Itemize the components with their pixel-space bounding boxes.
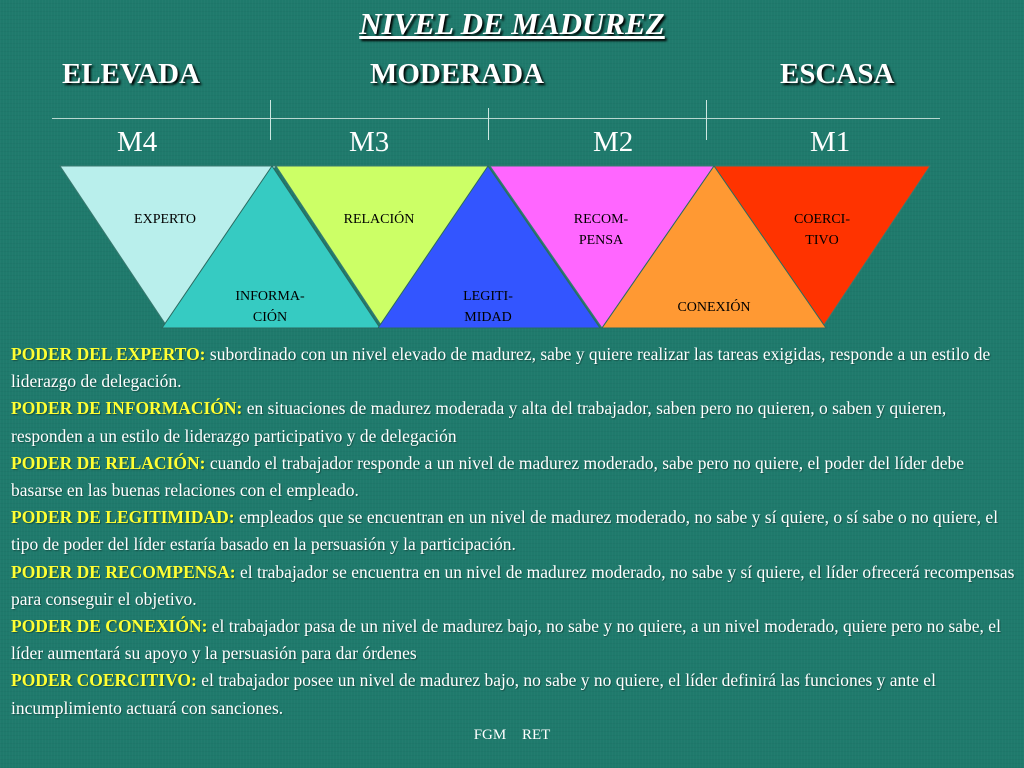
footer (0, 727, 1024, 744)
text-conexion: el trabajador pasa de un nivel de madurez bajo, no sabe y no quiere, a un nivel moderado, quiere pero no sabe, el líder aumentará su apoyo y la persuasión para dar órdenes (11, 616, 1001, 664)
label-legitimidad-1: LEGITI- (463, 289, 513, 304)
desc-informacion (11, 395, 1015, 449)
level-escasa: ESCASA (780, 58, 895, 90)
level-elevada: ELEVADA (62, 58, 201, 90)
label-experto: EXPERTO (134, 212, 196, 227)
label-relacion: RELACIÓN (343, 212, 415, 227)
power-descriptions (11, 341, 1015, 722)
label-informacion-2: CIÓN (252, 310, 288, 325)
desc-legitimidad (11, 504, 1015, 558)
maturity-m4: M4 (117, 126, 158, 158)
label-recompensa-1: RECOM- (573, 212, 629, 227)
desc-relacion (11, 450, 1015, 504)
desc-recompensa (11, 559, 1015, 613)
text-recompensa: el trabajador se encuentra en un nivel de madurez moderado, no sabe y sí quiere, el líder ofrecerá recompensas para conseguir el objetivo. (11, 561, 1015, 609)
label-informacion-1: INFORMA- (235, 289, 305, 304)
text-legitimidad: empleados que se encuentran en un nivel de madurez moderado, no sabe y sí quiere, o sí sabe o no quiere, el tipo de poder del líder estaría basado en la persuasión y la participación. (11, 507, 999, 555)
term-relacion: PODER DE RELACIÓN: (11, 452, 206, 473)
label-conexion: CONEXIÓN (677, 300, 751, 315)
level-moderada: MODERADA (370, 58, 544, 90)
term-conexion: PODER DE CONEXIÓN: (11, 616, 208, 637)
footer-fgm: FGM (473, 727, 507, 743)
desc-conexion (11, 613, 1015, 667)
slide-title: NIVEL DE MADUREZ (359, 6, 665, 41)
maturity-m3: M3 (349, 126, 390, 158)
term-informacion: PODER DE INFORMACIÓN: (11, 398, 243, 419)
desc-experto (11, 341, 1015, 395)
text-relacion: cuando el trabajador responde a un nivel de madurez moderado, sabe pero no quiere, el poder del líder debe basarse en las buenas relaciones con el empleado. (11, 452, 964, 501)
text-informacion: en situaciones de madurez moderada y alta del trabajador, saben pero no quieren, o saben y quieren, responden a un estilo de liderazgo participativo y de delegación (11, 398, 947, 446)
label-coercitivo-1: COERCI- (794, 212, 850, 227)
text-coercitivo: el trabajador posee un nivel de madurez bajo, no sabe y no quiere, el líder definirá las funciones y ante el incumplimiento actuará con sanciones. (11, 670, 936, 718)
footer-ret: RET (521, 727, 551, 743)
term-coercitivo: PODER COERCITIVO: (11, 670, 197, 691)
desc-coercitivo (11, 667, 1015, 721)
term-experto: PODER DEL EXPERTO: (11, 344, 206, 364)
power-triangles-diagram (0, 0, 1024, 340)
term-recompensa: PODER DE RECOMPENSA: (11, 561, 236, 582)
label-coercitivo-2: TIVO (805, 233, 839, 248)
label-legitimidad-2: MIDAD (464, 310, 512, 325)
term-legitimidad: PODER DE LEGITIMIDAD: (11, 507, 235, 528)
maturity-m1: M1 (810, 126, 851, 158)
text-experto: subordinado con un nivel elevado de madurez, sabe y quiere realizar las tareas exigidas, responde a un estilo de liderazgo de delegación. (11, 344, 991, 392)
label-recompensa-2: PENSA (578, 233, 624, 248)
maturity-m2: M2 (593, 126, 634, 158)
